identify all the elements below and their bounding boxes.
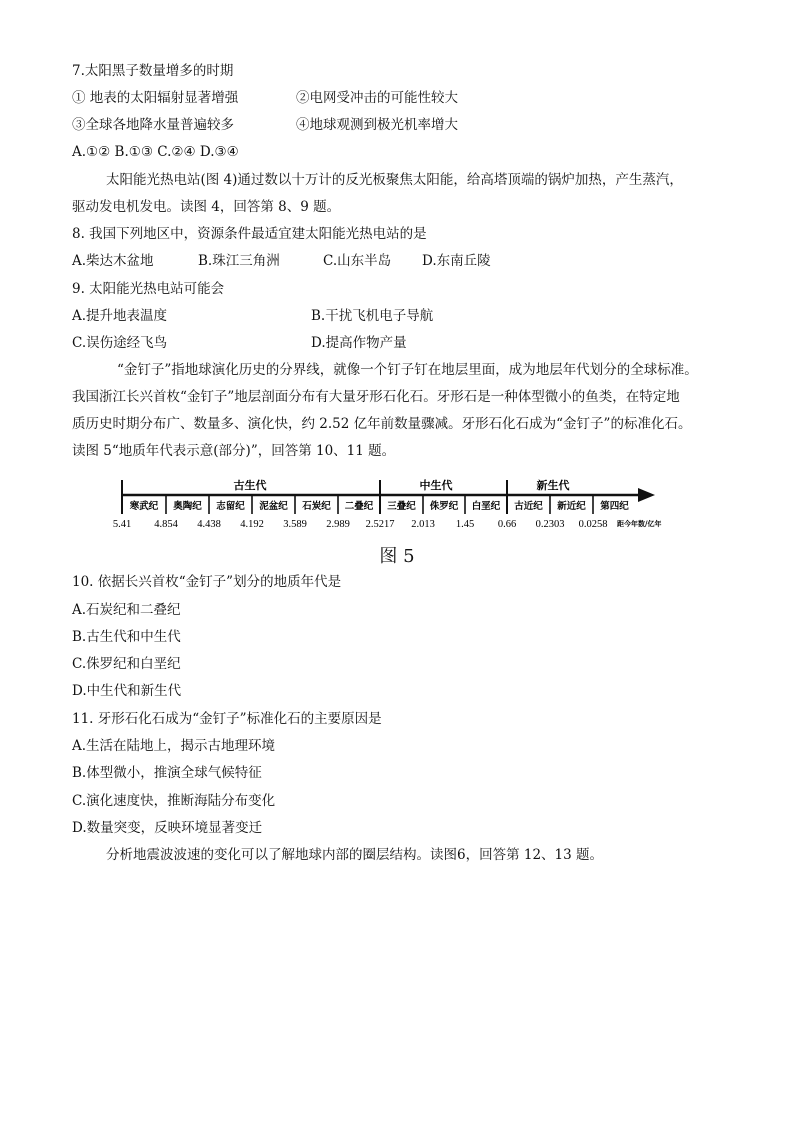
age-label: 0.0258: [578, 519, 608, 530]
q8-stem: 8. 我国下列地区中，资源条件最适宜建太阳能光热电站的是: [72, 226, 427, 242]
intro2-line3: 质历史时期分布广、数量多、演化快，约 2.52 亿年前数量骤减。牙形石化石成为“金钉子”的标准化石。: [72, 416, 692, 432]
period-label: 奥陶纪: [173, 501, 202, 512]
q10-option-c: C.侏罗纪和白垩纪: [72, 656, 181, 672]
q8-option-d: D.东南丘陵: [422, 253, 491, 269]
axis-unit-label: 距今年数/亿年: [617, 519, 662, 528]
q11-option-d: D.数量突变，反映环境显著变迁: [72, 820, 263, 836]
q10-stem: 10. 依据长兴首枚“金钉子”划分的地质年代是: [72, 574, 342, 590]
q9-option-a: A.提升地表温度: [72, 308, 168, 324]
period-label: 三叠纪: [387, 501, 416, 512]
age-label: 1.45: [455, 519, 475, 530]
age-label: 4.438: [197, 519, 221, 530]
period-label: 二叠纪: [344, 501, 374, 512]
period-label: 泥盆纪: [259, 501, 288, 512]
age-label: 3.589: [283, 519, 307, 530]
age-label: 4.854: [154, 519, 178, 530]
age-label: 5.41: [112, 519, 132, 530]
period-label: 侏罗纪: [429, 501, 459, 512]
q10-option-a: A.石炭纪和二叠纪: [72, 602, 181, 618]
period-label: 志留纪: [216, 501, 245, 512]
era-label-paleozoic: 古生代: [233, 479, 267, 492]
q7-item-3: ③全球各地降水量普遍较多: [72, 117, 234, 133]
q9-option-d: D.提高作物产量: [311, 335, 407, 351]
geologic-timeline-figure: [110, 474, 690, 544]
age-label: 2.013: [411, 519, 435, 530]
period-label: 石炭纪: [302, 501, 331, 512]
q7-stem: 7.太阳黑子数量增多的时期: [72, 63, 234, 79]
age-label: 2.5217: [365, 519, 395, 530]
intro2-line4: 读图 5“地质年代表示意(部分)”，回答第 10、11 题。: [72, 443, 396, 459]
q11-option-b: B.体型微小，推演全球气候特征: [72, 765, 262, 781]
period-label: 白垩纪: [471, 501, 501, 512]
intro3-text: 分析地震波波速的变化可以了解地球内部的圈层结构。读图6，回答第 12、13 题。: [106, 847, 604, 863]
q8-option-b: B.珠江三角洲: [198, 253, 280, 269]
timeline-arrow-icon: [638, 488, 655, 502]
intro1-line2: 驱动发电机发电。读图 4，回答第 8、9 题。: [72, 199, 341, 215]
intro2-line1: “金钉子”指地球演化历史的分界线，就像一个钉子钉在地层里面，成为地层年代划分的全球标准。: [117, 362, 698, 378]
age-label: 4.192: [240, 519, 264, 530]
age-label: 0.66: [497, 519, 517, 530]
q8-option-a: A.柴达木盆地: [72, 253, 154, 269]
period-label: 第四纪: [600, 501, 629, 512]
q9-option-b: B.干扰飞机电子导航: [311, 308, 434, 324]
q7-item-2: ②电网受冲击的可能性较大: [296, 90, 458, 106]
q8-option-c: C.山东半岛: [323, 253, 392, 269]
period-label: 古近纪: [514, 501, 543, 512]
era-label-cenozoic: 新生代: [536, 479, 570, 492]
q7-item-1: ① 地表的太阳辐射显著增强: [72, 90, 239, 106]
q11-option-c: C.演化速度快，推断海陆分布变化: [72, 793, 276, 809]
age-label: 2.989: [326, 519, 350, 530]
period-label: 新近纪: [557, 501, 586, 512]
q11-stem: 11. 牙形石化石成为“金钉子”标准化石的主要原因是: [72, 711, 382, 727]
q10-option-d: D.中生代和新生代: [72, 683, 182, 699]
q11-option-a: A.生活在陆地上，揭示古地理环境: [72, 738, 276, 754]
q9-option-c: C.误伤途经飞鸟: [72, 335, 168, 351]
intro2-line2: 我国浙江长兴首枚“金钉子”地层剖面分布有大量牙形石化石。牙形石是一种体型微小的鱼类，在特定地: [72, 389, 680, 405]
intro1-line1: 太阳能光热电站(图 4)通过数以十万计的反光板聚焦太阳能，给高塔顶端的锅炉加热，产生蒸汽，: [106, 172, 683, 188]
age-label: 0.2303: [535, 519, 565, 530]
q7-item-4: ④地球观测到极光机率增大: [296, 117, 458, 133]
period-label: 寒武纪: [129, 501, 159, 512]
q9-stem: 9. 太阳能光热电站可能会: [72, 281, 225, 297]
q7-options: A.①② B.①③ C.②④ D.③④: [72, 144, 239, 160]
q10-option-b: B.古生代和中生代: [72, 629, 181, 645]
figure-5-caption: 图 5: [379, 546, 415, 567]
era-label-mesozoic: 中生代: [419, 479, 453, 492]
era-labels: [234, 478, 571, 492]
